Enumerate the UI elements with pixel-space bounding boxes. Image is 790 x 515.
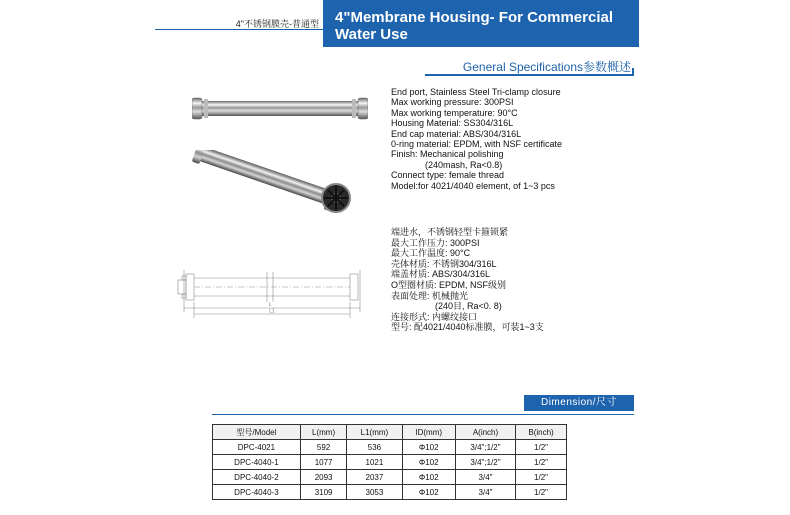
table-cell: 592 xyxy=(300,440,347,455)
table-row xyxy=(213,470,567,485)
column-header: A(inch) xyxy=(455,425,515,440)
spec-line-cn: 型号: 配4021/4040标准膜，可装1~3支 xyxy=(391,322,544,333)
table-row xyxy=(213,455,567,470)
heading-tick xyxy=(632,68,634,76)
table-cell: 2037 xyxy=(347,470,402,485)
page-title-line-2: Water Use xyxy=(335,26,408,43)
table-cell: 1021 xyxy=(347,455,402,470)
table-cell: 2093 xyxy=(300,470,347,485)
column-header: L(mm) xyxy=(300,425,347,440)
spec-line: Connect type: female thread xyxy=(391,170,505,181)
page-title xyxy=(323,0,639,47)
table-cell: 3/4";1/2" xyxy=(455,455,515,470)
spec-line: Max working pressure: 300PSI xyxy=(391,97,514,108)
table-cell: Φ102 xyxy=(402,455,455,470)
table-cell: 1/2" xyxy=(516,485,567,500)
spec-line: (240mash, Ra<0.8) xyxy=(425,159,503,170)
table-cell: Φ102 xyxy=(402,470,455,485)
table-cell: Φ102 xyxy=(402,440,455,455)
table-cell: 1077 xyxy=(300,455,347,470)
table-header-row xyxy=(213,425,567,440)
table-cell: 3053 xyxy=(347,485,402,500)
spec-line: Finish: Mechanical polishing xyxy=(391,149,504,160)
table-cell: 3/4" xyxy=(455,485,515,500)
table-cell: 1/2" xyxy=(516,440,567,455)
spec-line: Model:for 4021/4040 element, of 1~3 pcs xyxy=(391,180,555,191)
table-cell: 536 xyxy=(347,440,402,455)
spec-line-cn: O型圈材质: EPDM, NSF级别 xyxy=(391,279,507,290)
table-cell: Φ102 xyxy=(402,485,455,500)
spec-line-cn: 连接形式: 内螺纹接口 xyxy=(391,311,478,322)
housing-technical-drawing xyxy=(172,262,372,324)
spec-line-cn: 最大工作温度: 90°C xyxy=(391,248,471,259)
spec-line: 0-ring material: EPDM, with NSF certificate xyxy=(391,139,563,150)
housing-side-photo xyxy=(192,94,368,124)
table-row xyxy=(213,440,567,455)
spec-line-cn: 端进水，不锈钢轻型卡箍锁紧 xyxy=(391,227,509,237)
general-spec-heading-text: General Specifications参数概述 xyxy=(462,60,631,74)
table-cell: DPC-4040-2 xyxy=(213,470,301,485)
column-header: B(inch) xyxy=(516,425,567,440)
table-cell: DPC-4021 xyxy=(213,440,301,455)
table-cell: 1/2" xyxy=(516,470,567,485)
header-subtitle-cn: 4"不锈钢膜壳-普通型 xyxy=(155,18,323,30)
page-title-line-1: 4"Membrane Housing- For Commercial xyxy=(335,9,613,26)
column-header: L1(mm) xyxy=(347,425,402,440)
dimension-heading: Dimension/尺寸 xyxy=(524,395,634,411)
housing-angled-photo xyxy=(190,150,362,220)
table-row xyxy=(213,485,567,500)
table-cell: 1/2" xyxy=(516,455,567,470)
general-spec-heading xyxy=(425,58,633,76)
column-header: ID(mm) xyxy=(402,425,455,440)
spec-line: End cap material: ABS/304/316L xyxy=(391,128,522,139)
spec-line: Max working temperature: 90°C xyxy=(391,107,518,118)
table-cell: 3/4";1/2" xyxy=(455,440,515,455)
spec-line-cn: 端盖材质: ABS/304/316L xyxy=(391,269,491,280)
table-cell: DPC-4040-1 xyxy=(213,455,301,470)
spec-list-en xyxy=(391,87,562,191)
spec-line: End port, Stainless Steel Tri-clamp closure xyxy=(391,87,561,97)
dimension-label-l: L xyxy=(268,302,272,308)
spec-line-cn: (240目, Ra<0. 8) xyxy=(435,301,502,312)
dimension-divider xyxy=(212,414,634,415)
spec-line: Housing Material: SS304/316L xyxy=(391,118,514,129)
spec-list-cn xyxy=(391,227,544,333)
spec-line-cn: 表面处理: 机械抛光 xyxy=(391,290,469,301)
column-header: 型号/Model xyxy=(213,425,301,440)
dimension-label-l1: L1 xyxy=(269,308,275,315)
dimension-table xyxy=(212,424,567,500)
table-cell: 3/4" xyxy=(455,470,515,485)
spec-line-cn: 最大工作压力: 300PSI xyxy=(391,237,480,248)
table-cell: 3109 xyxy=(300,485,347,500)
table-cell: DPC-4040-3 xyxy=(213,485,301,500)
spec-line-cn: 壳体材质: 不锈钢304/316L xyxy=(391,258,497,269)
